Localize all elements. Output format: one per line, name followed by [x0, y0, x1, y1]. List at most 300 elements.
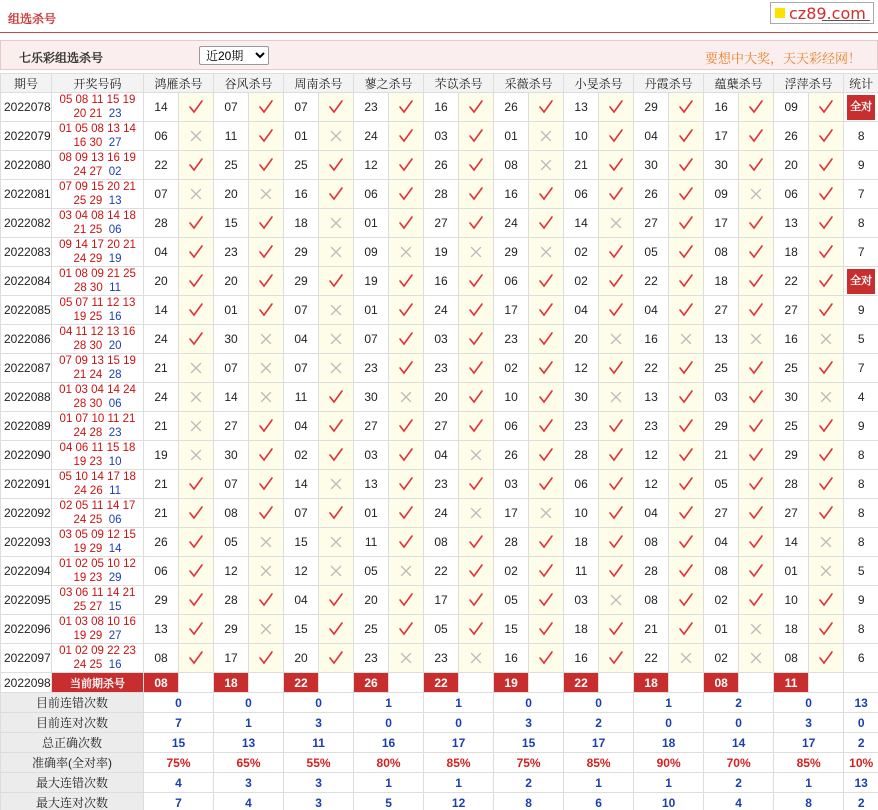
check-icon [608, 505, 624, 521]
check-icon [188, 505, 204, 521]
kill-number: 28 [494, 528, 529, 557]
period-cell: 2022084 [1, 267, 52, 296]
check-icon [258, 505, 274, 521]
result-mark [179, 325, 214, 354]
kill-number: 25 [704, 354, 739, 383]
draw-numbers-line2: 25 27 [73, 601, 103, 613]
check-icon [188, 244, 204, 260]
check-icon [468, 563, 484, 579]
table-row [1, 383, 878, 412]
table-row [1, 441, 878, 470]
kill-number: 23 [634, 412, 669, 441]
check-icon [328, 186, 344, 202]
stats-value: 16 [354, 733, 424, 753]
kill-number: 23 [494, 325, 529, 354]
kill-number: 21 [564, 151, 599, 180]
result-mark [669, 470, 704, 499]
check-icon [608, 273, 624, 289]
cross-icon [398, 244, 414, 260]
draw-numbers-line2: 19 23 [73, 572, 103, 584]
check-icon [398, 447, 414, 463]
check-icon [328, 621, 344, 637]
cross-icon [328, 128, 344, 144]
cross-icon [468, 447, 484, 463]
section-title: 七乐彩组选杀号 [19, 51, 104, 65]
stats-label: 最大连错次数 [1, 773, 144, 793]
kill-number: 20 [144, 267, 179, 296]
stats-value: 55% [284, 753, 354, 773]
stats-value: 1 [634, 693, 704, 713]
check-icon [748, 99, 764, 115]
kill-number: 06 [774, 180, 809, 209]
col-expert: 采薇杀号 [494, 74, 564, 93]
cross-icon [258, 389, 274, 405]
result-mark [739, 412, 774, 441]
result-mark [179, 499, 214, 528]
period-cell: 2022090 [1, 441, 52, 470]
kill-number: 10 [774, 586, 809, 615]
kill-number: 13 [634, 383, 669, 412]
period-cell: 2022092 [1, 499, 52, 528]
logo-underline [822, 20, 870, 21]
kill-number: 26 [494, 441, 529, 470]
check-icon [748, 418, 764, 434]
check-icon [678, 563, 694, 579]
check-icon [608, 128, 624, 144]
cross-icon [748, 331, 764, 347]
current-kill-number: 26 [354, 673, 389, 693]
kill-number: 12 [634, 470, 669, 499]
result-mark [249, 441, 284, 470]
check-icon [608, 563, 624, 579]
kill-number: 26 [634, 180, 669, 209]
check-icon [188, 592, 204, 608]
stats-value: 0 [284, 693, 354, 713]
kill-number: 27 [774, 296, 809, 325]
special-number: 27 [108, 137, 122, 149]
period-cell: 2022091 [1, 470, 52, 499]
kill-number: 05 [354, 557, 389, 586]
draw-numbers-line1: 02 05 11 14 17 [59, 500, 136, 512]
table-row [1, 325, 878, 354]
result-mark [809, 412, 844, 441]
draw-numbers-line2-wrap [52, 426, 143, 440]
check-icon [608, 186, 624, 202]
result-mark [319, 644, 354, 673]
cross-icon [328, 331, 344, 347]
kill-number: 19 [424, 238, 459, 267]
correct-count: 9 [857, 303, 865, 317]
stats-value: 3 [494, 713, 564, 733]
result-mark [669, 296, 704, 325]
draw-numbers-cell [52, 151, 144, 180]
check-icon [468, 534, 484, 550]
result-mark [809, 644, 844, 673]
stats-total: 13 [844, 693, 878, 713]
check-icon [748, 157, 764, 173]
cross-icon [538, 505, 554, 521]
check-icon [398, 505, 414, 521]
check-icon [538, 534, 554, 550]
result-mark [459, 644, 494, 673]
result-mark [599, 151, 634, 180]
draw-numbers-cell [52, 499, 144, 528]
result-mark [529, 470, 564, 499]
draw-numbers-line1: 01 07 10 11 21 [59, 413, 136, 425]
current-kill-blank [459, 673, 494, 693]
kill-number: 08 [634, 528, 669, 557]
check-icon [608, 157, 624, 173]
kill-number: 04 [284, 586, 319, 615]
period-cell: 2022078 [1, 93, 52, 122]
kill-number: 20 [564, 325, 599, 354]
draw-numbers-line2-wrap [52, 252, 143, 266]
kill-number: 26 [774, 122, 809, 151]
kill-number: 29 [774, 441, 809, 470]
cross-icon [608, 592, 624, 608]
special-number: 15 [108, 601, 122, 613]
correct-count: 6 [857, 651, 865, 665]
check-icon [678, 157, 694, 173]
result-mark [319, 296, 354, 325]
result-mark [599, 528, 634, 557]
cross-icon [258, 563, 274, 579]
draw-numbers-line2: 24 26 [73, 485, 103, 497]
kill-number: 13 [564, 93, 599, 122]
col-stat: 统计 [844, 74, 878, 93]
check-icon [468, 592, 484, 608]
kill-number: 20 [214, 180, 249, 209]
kill-number: 08 [634, 586, 669, 615]
result-mark [809, 267, 844, 296]
current-kill-blank [319, 673, 354, 693]
kill-number: 20 [424, 383, 459, 412]
check-icon [328, 650, 344, 666]
period-cell: 2022087 [1, 354, 52, 383]
kill-number: 06 [494, 267, 529, 296]
stats-value: 3 [284, 773, 354, 793]
kill-number: 12 [354, 151, 389, 180]
cross-icon [398, 650, 414, 666]
special-number: 13 [108, 195, 122, 207]
special-number: 20 [108, 340, 122, 352]
draw-numbers-cell [52, 238, 144, 267]
kill-number: 06 [354, 180, 389, 209]
result-mark [599, 615, 634, 644]
stats-row [1, 733, 878, 753]
special-number: 23 [108, 108, 122, 120]
kill-number: 28 [424, 180, 459, 209]
stats-total: 2 [844, 733, 878, 753]
stats-value: 3 [774, 713, 844, 733]
special-number: 19 [108, 253, 122, 265]
check-icon [188, 302, 204, 318]
check-icon [258, 273, 274, 289]
kill-number: 02 [494, 354, 529, 383]
result-mark [249, 499, 284, 528]
stats-value: 6 [564, 793, 634, 810]
draw-numbers-cell [52, 528, 144, 557]
kill-number: 21 [144, 499, 179, 528]
check-icon [258, 215, 274, 231]
kill-number: 20 [214, 267, 249, 296]
cross-icon [258, 534, 274, 550]
draw-numbers-cell [52, 586, 144, 615]
kill-number: 24 [424, 296, 459, 325]
cross-icon [328, 360, 344, 376]
kill-number: 30 [214, 441, 249, 470]
kill-number: 01 [774, 557, 809, 586]
result-mark [389, 528, 424, 557]
check-icon [398, 360, 414, 376]
draw-numbers-cell [52, 412, 144, 441]
kill-number: 22 [424, 557, 459, 586]
result-mark [599, 209, 634, 238]
current-kill-number: 22 [424, 673, 459, 693]
check-icon [468, 186, 484, 202]
result-mark [319, 615, 354, 644]
draw-numbers-line1: 04 06 11 15 18 [59, 442, 136, 454]
check-icon [468, 476, 484, 492]
kill-number: 21 [144, 412, 179, 441]
result-mark [249, 644, 284, 673]
draw-numbers-line1: 07 09 15 20 21 [59, 181, 136, 193]
stats-value: 1 [424, 693, 494, 713]
stats-value: 1 [774, 773, 844, 793]
result-mark [809, 209, 844, 238]
kill-number: 29 [284, 238, 319, 267]
cross-icon [608, 389, 624, 405]
correct-count: 8 [857, 535, 865, 549]
result-mark [179, 615, 214, 644]
draw-numbers-line2-wrap [52, 571, 143, 585]
check-icon [748, 389, 764, 405]
kill-number: 18 [284, 209, 319, 238]
result-mark [739, 180, 774, 209]
check-icon [468, 157, 484, 173]
kill-number: 04 [634, 499, 669, 528]
correct-count: 8 [857, 506, 865, 520]
kill-number: 22 [634, 267, 669, 296]
draw-numbers-line1: 01 08 09 21 25 [59, 268, 136, 280]
stat-cell [844, 151, 878, 180]
stats-value: 15 [494, 733, 564, 753]
current-kill-blank [669, 673, 704, 693]
table-row [1, 180, 878, 209]
stats-value: 10 [634, 793, 704, 810]
kill-number: 21 [704, 441, 739, 470]
logo-square-icon [775, 8, 785, 18]
kill-number: 28 [564, 441, 599, 470]
check-icon [818, 360, 834, 376]
draw-numbers-line2: 21 25 [73, 224, 103, 236]
result-mark [529, 238, 564, 267]
result-mark [389, 93, 424, 122]
kill-number: 03 [354, 441, 389, 470]
result-mark [809, 383, 844, 412]
cross-icon [258, 621, 274, 637]
table-row [1, 615, 878, 644]
kill-number: 07 [214, 93, 249, 122]
stats-value: 1 [354, 693, 424, 713]
result-mark [249, 238, 284, 267]
result-mark [459, 180, 494, 209]
kill-number: 05 [704, 470, 739, 499]
kill-number: 07 [284, 296, 319, 325]
stats-label: 目前连对次数 [1, 713, 144, 733]
kill-number: 04 [424, 441, 459, 470]
result-mark [179, 528, 214, 557]
kill-number: 30 [564, 383, 599, 412]
period-select[interactable] [199, 46, 269, 65]
draw-numbers-line1: 04 11 12 13 16 [59, 326, 136, 338]
stat-cell [844, 238, 878, 267]
kill-number: 26 [494, 93, 529, 122]
draw-numbers-line2: 19 23 [73, 456, 103, 468]
check-icon [818, 505, 834, 521]
result-mark [459, 470, 494, 499]
result-mark [389, 238, 424, 267]
special-number: 16 [108, 311, 122, 323]
result-mark [389, 151, 424, 180]
result-mark [739, 615, 774, 644]
result-mark [389, 499, 424, 528]
check-icon [468, 99, 484, 115]
kill-number: 28 [634, 557, 669, 586]
stats-value: 0 [214, 693, 284, 713]
table-row [1, 528, 878, 557]
kill-number: 25 [774, 412, 809, 441]
draw-numbers-line2-wrap [52, 629, 143, 643]
result-mark [669, 441, 704, 470]
draw-numbers-line2-wrap [52, 658, 143, 672]
check-icon [468, 360, 484, 376]
kill-number: 27 [424, 412, 459, 441]
result-mark [529, 122, 564, 151]
result-mark [319, 441, 354, 470]
cross-icon [258, 186, 274, 202]
stats-row [1, 713, 878, 733]
check-icon [678, 186, 694, 202]
stat-cell [844, 499, 878, 528]
result-mark [739, 93, 774, 122]
kill-number: 11 [564, 557, 599, 586]
table-row [1, 151, 878, 180]
kill-number: 16 [284, 180, 319, 209]
check-icon [328, 505, 344, 521]
kill-number: 09 [704, 180, 739, 209]
stats-value: 15 [144, 733, 214, 753]
stats-label: 最大连对次数 [1, 793, 144, 810]
stats-value: 8 [774, 793, 844, 810]
stats-value: 0 [424, 713, 494, 733]
period-cell: 2022086 [1, 325, 52, 354]
check-icon [748, 447, 764, 463]
result-mark [669, 383, 704, 412]
stats-value: 0 [494, 693, 564, 713]
correct-count: 8 [857, 448, 865, 462]
draw-numbers-cell [52, 93, 144, 122]
result-mark [179, 151, 214, 180]
table-row [1, 267, 878, 296]
kill-number: 06 [144, 122, 179, 151]
kill-number: 17 [424, 586, 459, 615]
kill-number: 14 [564, 209, 599, 238]
result-mark [669, 151, 704, 180]
slogan-text: 要想中大奖，天天彩经网！ [704, 51, 861, 66]
kill-number: 20 [774, 151, 809, 180]
stats-value: 0 [704, 713, 774, 733]
kill-number: 27 [774, 499, 809, 528]
result-mark [459, 615, 494, 644]
cross-icon [328, 215, 344, 231]
table-row [1, 209, 878, 238]
result-mark [249, 209, 284, 238]
result-mark [319, 528, 354, 557]
result-mark [809, 238, 844, 267]
stats-value: 1 [214, 713, 284, 733]
kill-number: 30 [214, 325, 249, 354]
check-icon [258, 99, 274, 115]
kill-number: 14 [144, 296, 179, 325]
check-icon [678, 302, 694, 318]
kill-number: 27 [704, 296, 739, 325]
result-mark [319, 354, 354, 383]
correct-count: 9 [857, 158, 865, 172]
result-mark [599, 93, 634, 122]
draw-numbers-line2: 20 21 [73, 108, 103, 120]
special-number: 16 [108, 659, 122, 671]
check-icon [538, 186, 554, 202]
kill-number: 18 [774, 238, 809, 267]
kill-number: 10 [494, 383, 529, 412]
result-mark [599, 267, 634, 296]
special-number: 06 [108, 224, 122, 236]
check-icon [748, 476, 764, 492]
result-mark [739, 296, 774, 325]
check-icon [538, 650, 554, 666]
kill-number: 23 [214, 238, 249, 267]
current-period: 2022098 [1, 673, 52, 693]
stats-value: 85% [424, 753, 494, 773]
check-icon [468, 128, 484, 144]
result-mark [809, 93, 844, 122]
check-icon [818, 215, 834, 231]
top-bar [0, 0, 878, 33]
kill-number: 07 [284, 499, 319, 528]
draw-numbers-line2-wrap [52, 513, 143, 527]
current-kill-number: 08 [704, 673, 739, 693]
stat-cell [844, 209, 878, 238]
kill-number: 01 [354, 499, 389, 528]
result-mark [669, 267, 704, 296]
cross-icon [748, 621, 764, 637]
cross-icon [678, 650, 694, 666]
check-icon [188, 273, 204, 289]
stat-cell [844, 122, 878, 151]
kill-number: 06 [564, 470, 599, 499]
kill-number: 02 [284, 441, 319, 470]
kill-number: 12 [634, 441, 669, 470]
kill-number: 16 [424, 267, 459, 296]
period-cell: 2022088 [1, 383, 52, 412]
cross-icon [328, 302, 344, 318]
kill-number: 29 [144, 586, 179, 615]
kill-number: 04 [704, 528, 739, 557]
kill-number: 27 [424, 209, 459, 238]
kill-number: 08 [704, 238, 739, 267]
draw-numbers-line1: 01 03 08 10 16 [59, 616, 136, 628]
